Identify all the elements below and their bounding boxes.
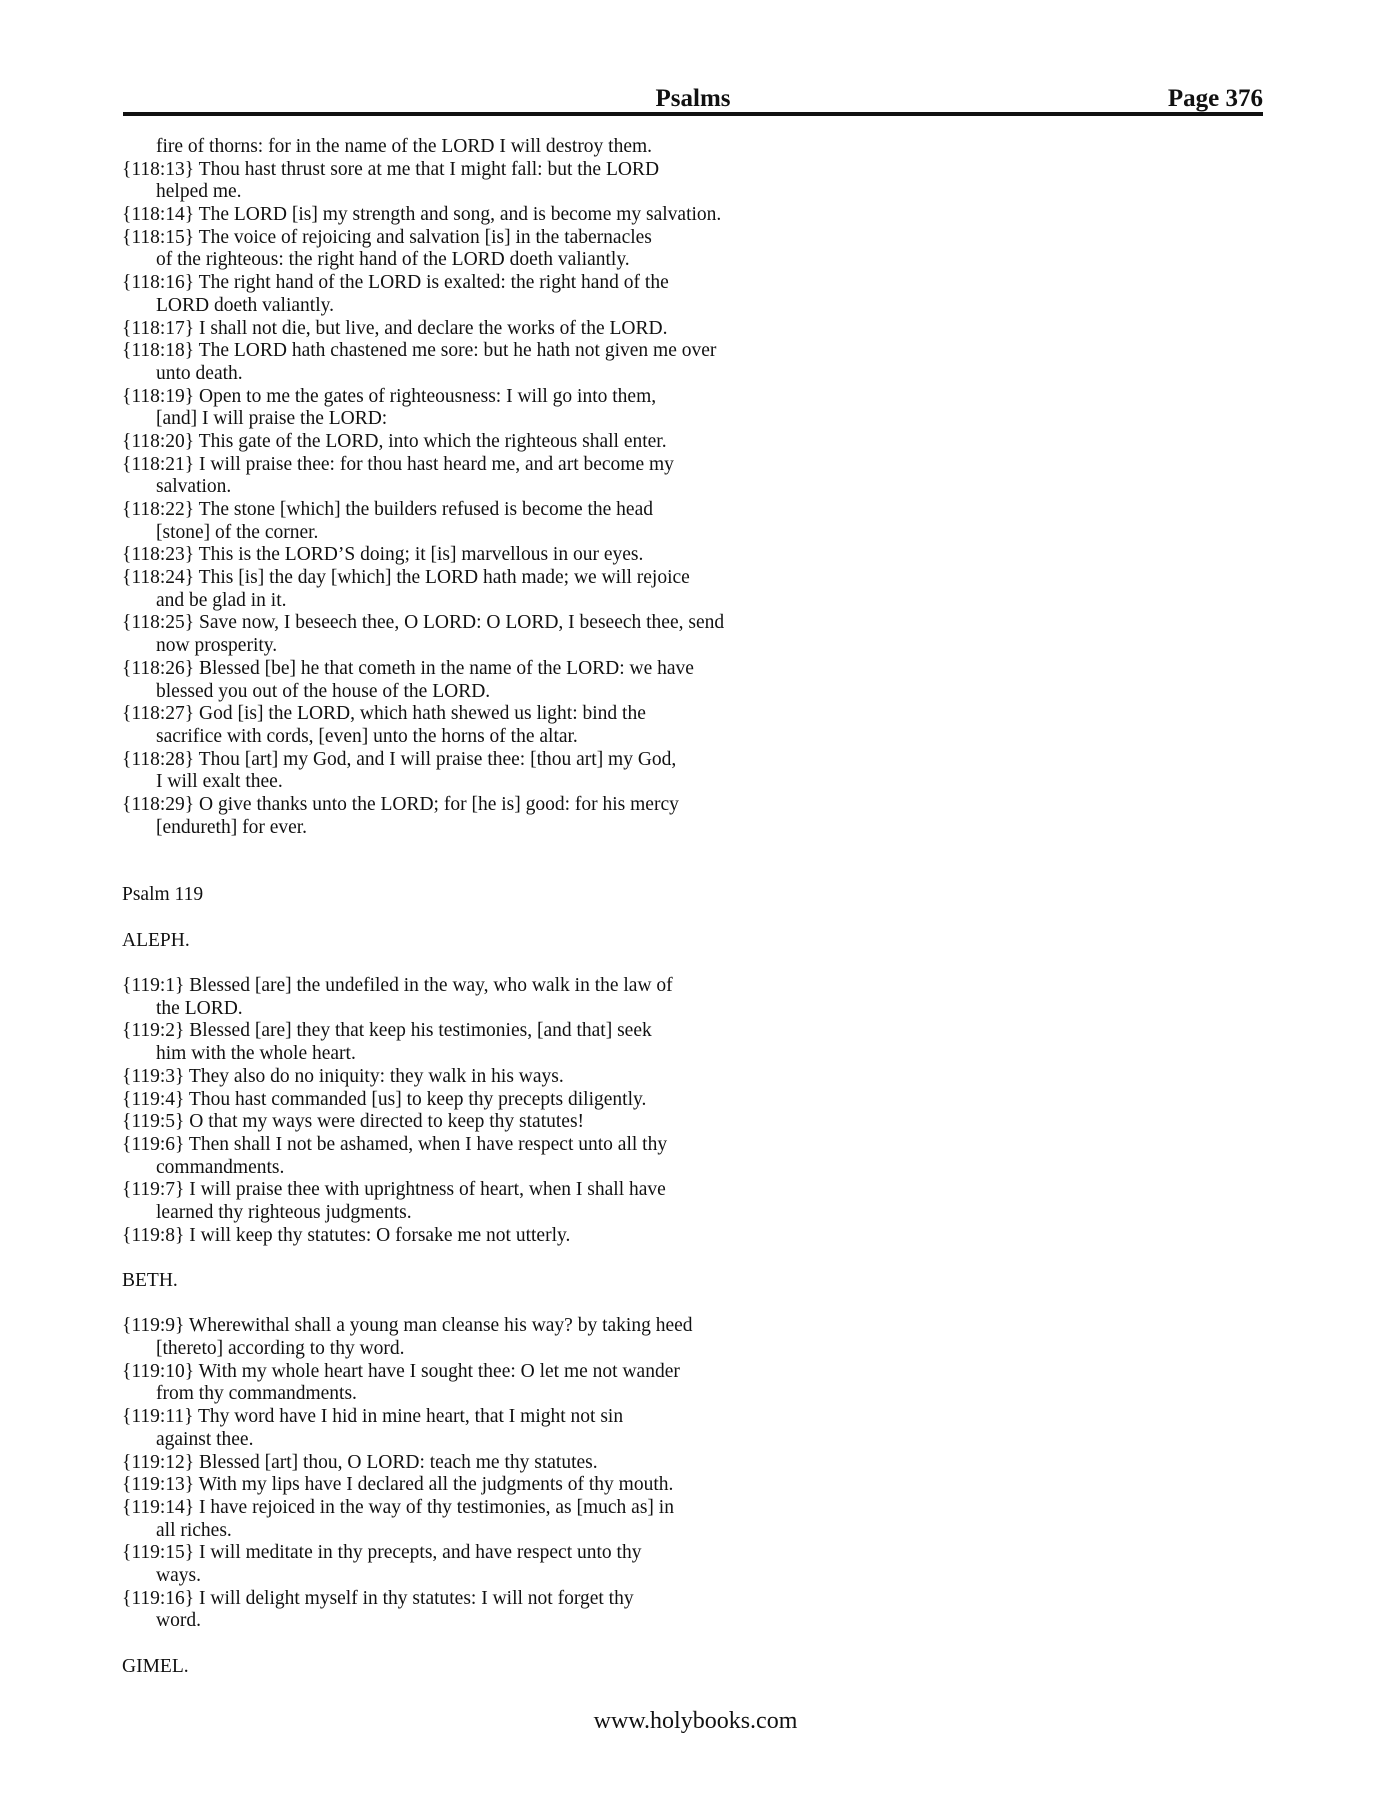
book-title: Psalms: [655, 85, 731, 112]
verse-line: {118:17} I shall not die, but live, and declare the works of the LORD.: [122, 317, 668, 339]
verse-line: {118:27} God [is] the LORD, which hath shewed us light: bind the: [122, 703, 646, 725]
verse-line: from thy commandments.: [156, 1383, 357, 1405]
verse-line: {118:13} Thou hast thrust sore at me that I might fall: but the LORD: [122, 158, 660, 180]
verse-line: {118:29} O give thanks unto the LORD; for [he is] good: for his mercy: [122, 793, 679, 815]
verse-line: now prosperity.: [156, 635, 278, 657]
page-body: [122, 136, 882, 1678]
verse-line: {119:4} Thou hast commanded [us] to keep thy precepts diligently.: [122, 1088, 647, 1110]
verse-line: ways.: [156, 1564, 201, 1586]
verse-line: word.: [156, 1610, 201, 1632]
verse-line: I will exalt thee.: [156, 771, 283, 793]
verse-line: {119:15} I will meditate in thy precepts, and have respect unto thy: [122, 1542, 642, 1564]
verse-line: learned thy righteous judgments.: [156, 1201, 412, 1223]
verse-line: {119:16} I will delight myself in thy statutes: I will not forget thy: [122, 1587, 634, 1609]
verse-line: {119:6} Then shall I not be ashamed, when I have respect unto all thy: [122, 1133, 668, 1155]
verse-line: {119:14} I have rejoiced in the way of thy testimonies, as [much as] in: [122, 1496, 674, 1518]
verse-line: him with the whole heart.: [156, 1043, 356, 1065]
verse-line: {118:26} Blessed [be] he that cometh in the name of the LORD: we have: [122, 657, 694, 679]
verse-line: {119:10} With my whole heart have I sought thee: O let me not wander: [122, 1360, 680, 1382]
verse-line: of the righteous: the right hand of the LORD doeth valiantly.: [156, 249, 630, 271]
verse-line: {118:24} This [is] the day [which] the LORD hath made; we will rejoice: [122, 567, 690, 589]
verse-line: {119:12} Blessed [art] thou, O LORD: teach me thy statutes.: [122, 1451, 598, 1473]
verse-line: LORD doeth valiantly.: [156, 294, 334, 316]
section-heading: GIMEL.: [122, 1655, 189, 1677]
verse-line: {119:5} O that my ways were directed to keep thy statutes!: [122, 1111, 585, 1133]
verse-line: unto death.: [156, 362, 243, 384]
verse-line: all riches.: [156, 1519, 232, 1541]
footer-url[interactable]: www.holybooks.com: [593, 1708, 798, 1734]
verse-line: against thee.: [156, 1428, 254, 1450]
section-heading: ALEPH.: [122, 929, 190, 951]
verse-line: fire of thorns: for in the name of the LORD I will destroy them.: [156, 136, 653, 157]
verse-line: {119:11} Thy word have I hid in mine heart, that I might not sin: [122, 1406, 624, 1428]
verse-line: [and] I will praise the LORD:: [156, 408, 388, 430]
verse-line: {119:9} Wherewithal shall a young man cleanse his way? by taking heed: [122, 1315, 693, 1337]
verse-line: {118:18} The LORD hath chastened me sore: but he hath not given me over: [122, 340, 717, 362]
verse-line: [endureth] for ever.: [156, 816, 308, 838]
verse-line: {119:13} With my lips have I declared all the judgments of thy mouth.: [122, 1474, 674, 1496]
verse-line: blessed you out of the house of the LORD.: [156, 680, 491, 702]
verse-line: {119:3} They also do no iniquity: they walk in his ways.: [122, 1065, 564, 1087]
verse-line: {119:7} I will praise thee with uprightness of heart, when I shall have: [122, 1179, 666, 1201]
verse-line: [thereto] according to thy word.: [156, 1338, 405, 1360]
verse-line: {118:21} I will praise thee: for thou hast heard me, and art become my: [122, 453, 674, 475]
verse-line: [stone] of the corner.: [156, 521, 319, 543]
verse-line: helped me.: [156, 181, 242, 203]
verse-line: {118:23} This is the LORD’S doing; it [is] marvellous in our eyes.: [122, 544, 644, 566]
verse-line: sacrifice with cords, [even] unto the horns of the altar.: [156, 725, 578, 747]
verse-line: {118:14} The LORD [is] my strength and song, and is become my salvation.: [122, 204, 722, 226]
verse-line: {118:25} Save now, I beseech thee, O LORD: O LORD, I beseech thee, send: [122, 612, 725, 634]
verse-line: {118:15} The voice of rejoicing and salvation [is] in the tabernacles: [122, 226, 652, 248]
section-heading: BETH.: [122, 1270, 178, 1291]
verse-line: {119:2} Blessed [are] they that keep his testimonies, [and that] seek: [122, 1020, 652, 1042]
verse-line: {118:16} The right hand of the LORD is exalted: the right hand of the: [122, 272, 669, 294]
page-number: Page 376: [1167, 85, 1263, 112]
header-rule: [123, 112, 1263, 116]
page-header: [123, 84, 1263, 114]
verse-line: {118:20} This gate of the LORD, into which the righteous shall enter.: [122, 430, 667, 452]
verse-line: salvation.: [156, 476, 232, 498]
verse-line: and be glad in it.: [156, 589, 287, 611]
verse-line: {119:8} I will keep thy statutes: O forsake me not utterly.: [122, 1224, 571, 1246]
verse-line: commandments.: [156, 1156, 285, 1178]
verse-line: the LORD.: [156, 997, 243, 1019]
psalm-heading: Psalm 119: [122, 884, 204, 906]
verse-line: {118:28} Thou [art] my God, and I will praise thee: [thou art] my God,: [122, 748, 677, 770]
verse-line: {118:19} Open to me the gates of righteousness: I will go into them,: [122, 385, 657, 407]
verse-line: {119:1} Blessed [are] the undefiled in the way, who walk in the law of: [122, 975, 673, 997]
verse-line: {118:22} The stone [which] the builders refused is become the head: [122, 499, 653, 520]
